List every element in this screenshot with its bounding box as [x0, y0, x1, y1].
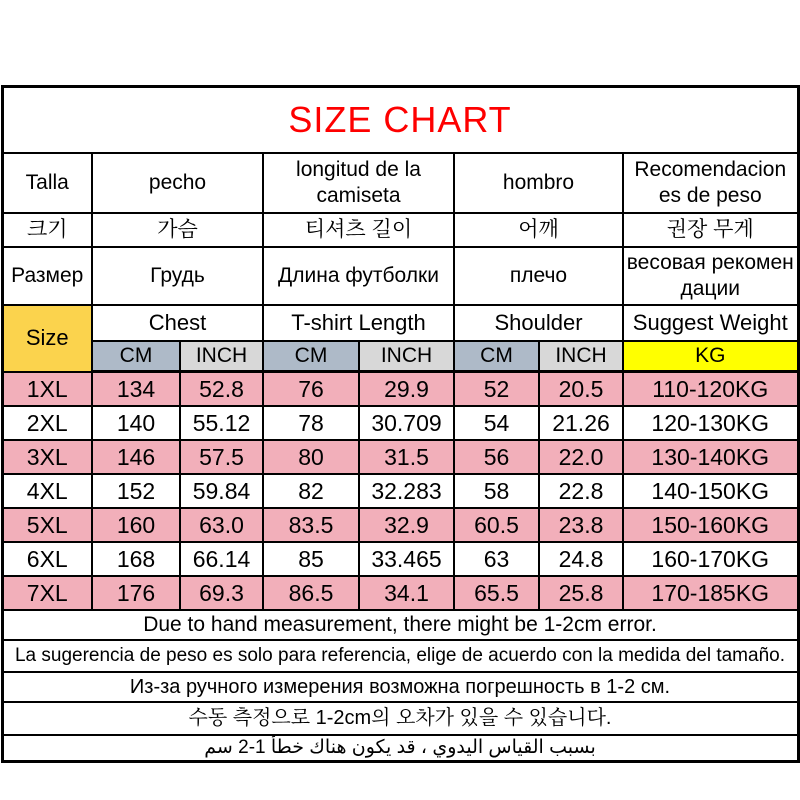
cell-length-inch: 30.709 — [359, 406, 454, 440]
unit-weight-kg: KG — [623, 341, 798, 372]
title-row — [2, 87, 798, 154]
cell-chest-inch: 66.14 — [180, 542, 263, 576]
cell-chest-inch: 63.0 — [180, 508, 263, 542]
note-row-korean — [2, 702, 798, 735]
header-en-length: T-shirt Length — [263, 305, 454, 341]
size-row-2xl — [2, 406, 798, 440]
header-ru-length: Длина футболки — [263, 247, 454, 305]
cell-weight: 130-140KG — [623, 440, 798, 474]
header-en-shoulder: Shoulder — [454, 305, 623, 341]
cell-chest-inch: 55.12 — [180, 406, 263, 440]
note-row-spanish — [2, 640, 798, 672]
cell-length-inch: 29.9 — [359, 372, 454, 407]
cell-length-cm: 85 — [263, 542, 359, 576]
cell-shoulder-inch: 22.8 — [539, 474, 623, 508]
header-en-weight: Suggest Weight — [623, 305, 798, 341]
cell-shoulder-inch: 21.26 — [539, 406, 623, 440]
cell-length-inch: 34.1 — [359, 576, 454, 610]
cell-shoulder-cm: 63 — [454, 542, 539, 576]
unit-shoulder-inch: INCH — [539, 341, 623, 372]
cell-weight: 110-120KG — [623, 372, 798, 407]
note-row-english — [2, 610, 798, 640]
cell-shoulder-inch: 23.8 — [539, 508, 623, 542]
cell-length-cm: 80 — [263, 440, 359, 474]
cell-chest-inch: 59.84 — [180, 474, 263, 508]
cell-shoulder-cm: 58 — [454, 474, 539, 508]
note-row-arabic — [2, 735, 798, 762]
header-row-russian — [2, 247, 798, 305]
header-ru-shoulder: плечо — [454, 247, 623, 305]
cell-chest-cm: 146 — [92, 440, 180, 474]
cell-shoulder-cm: 52 — [454, 372, 539, 407]
cell-chest-cm: 176 — [92, 576, 180, 610]
unit-shoulder-cm: CM — [454, 341, 539, 372]
cell-size: 1XL — [2, 372, 92, 407]
header-row-korean — [2, 213, 798, 247]
header-ru-weight: весовая рекомендации — [623, 247, 798, 305]
size-row-4xl — [2, 474, 798, 508]
cell-shoulder-cm: 60.5 — [454, 508, 539, 542]
note-korean: 수동 측정으로 1-2cm의 오차가 있을 수 있습니다. — [2, 702, 798, 735]
cell-chest-inch: 69.3 — [180, 576, 263, 610]
note-arabic: بسبب القياس اليدوي ، قد يكون هناك خطأ 1-2 سم — [2, 735, 798, 762]
header-es-chest: pecho — [92, 153, 263, 213]
cell-size: 7XL — [2, 576, 92, 610]
cell-chest-cm: 168 — [92, 542, 180, 576]
cell-size: 2XL — [2, 406, 92, 440]
units-row — [2, 341, 798, 372]
header-ko-size: 크기 — [2, 213, 92, 247]
size-chart-table — [1, 85, 800, 763]
note-spanish: La sugerencia de peso es solo para referencia, elige de acuerdo con la medida del tamaño. — [2, 640, 798, 672]
header-ko-length: 티셔츠 길이 — [263, 213, 454, 247]
cell-shoulder-cm: 65.5 — [454, 576, 539, 610]
cell-chest-cm: 152 — [92, 474, 180, 508]
cell-chest-cm: 160 — [92, 508, 180, 542]
size-row-3xl — [2, 440, 798, 474]
cell-weight: 150-160KG — [623, 508, 798, 542]
cell-weight: 170-185KG — [623, 576, 798, 610]
size-row-6xl — [2, 542, 798, 576]
header-ko-weight: 권장 무게 — [623, 213, 798, 247]
cell-length-inch: 32.283 — [359, 474, 454, 508]
header-row-spanish — [2, 153, 798, 213]
cell-shoulder-inch: 25.8 — [539, 576, 623, 610]
cell-shoulder-cm: 56 — [454, 440, 539, 474]
cell-chest-inch: 57.5 — [180, 440, 263, 474]
cell-shoulder-inch: 22.0 — [539, 440, 623, 474]
cell-weight: 140-150KG — [623, 474, 798, 508]
cell-chest-inch: 52.8 — [180, 372, 263, 407]
header-es-size: Talla — [2, 153, 92, 213]
header-es-length: longitud de la camiseta — [263, 153, 454, 213]
cell-size: 4XL — [2, 474, 92, 508]
cell-length-inch: 32.9 — [359, 508, 454, 542]
cell-length-cm: 76 — [263, 372, 359, 407]
size-row-7xl — [2, 576, 798, 610]
unit-length-cm: CM — [263, 341, 359, 372]
cell-chest-cm: 140 — [92, 406, 180, 440]
cell-size: 3XL — [2, 440, 92, 474]
header-ru-chest: Грудь — [92, 247, 263, 305]
cell-size: 5XL — [2, 508, 92, 542]
cell-length-cm: 83.5 — [263, 508, 359, 542]
size-row-1xl — [2, 372, 798, 407]
note-row-russian — [2, 672, 798, 702]
header-en-chest: Chest — [92, 305, 263, 341]
unit-chest-cm: CM — [92, 341, 180, 372]
cell-weight: 120-130KG — [623, 406, 798, 440]
cell-shoulder-inch: 20.5 — [539, 372, 623, 407]
note-russian: Из-за ручного измерения возможна погрешность в 1-2 см. — [2, 672, 798, 702]
cell-length-cm: 78 — [263, 406, 359, 440]
note-english: Due to hand measurement, there might be 1-2cm error. — [2, 610, 798, 640]
cell-length-cm: 86.5 — [263, 576, 359, 610]
header-ko-chest: 가슴 — [92, 213, 263, 247]
cell-weight: 160-170KG — [623, 542, 798, 576]
header-row-english — [2, 305, 798, 341]
cell-length-inch: 31.5 — [359, 440, 454, 474]
header-es-weight: Recomendacion es de peso — [623, 153, 798, 213]
unit-chest-inch: INCH — [180, 341, 263, 372]
cell-shoulder-inch: 24.8 — [539, 542, 623, 576]
cell-chest-cm: 134 — [92, 372, 180, 407]
cell-size: 6XL — [2, 542, 92, 576]
unit-length-inch: INCH — [359, 341, 454, 372]
cell-length-inch: 33.465 — [359, 542, 454, 576]
page-title: SIZE CHART — [2, 87, 798, 154]
header-es-shoulder: hombro — [454, 153, 623, 213]
size-row-5xl — [2, 508, 798, 542]
header-ru-size: Размер — [2, 247, 92, 305]
header-ko-shoulder: 어깨 — [454, 213, 623, 247]
cell-length-cm: 82 — [263, 474, 359, 508]
header-en-size: Size — [2, 305, 92, 372]
cell-shoulder-cm: 54 — [454, 406, 539, 440]
